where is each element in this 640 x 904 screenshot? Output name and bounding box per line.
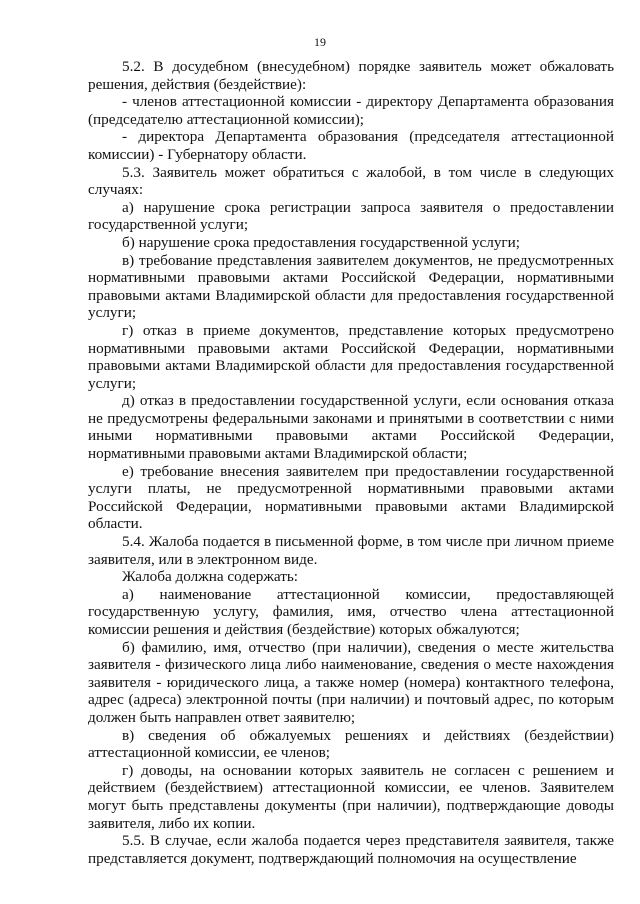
paragraph-5-5: 5.5. В случае, если жалоба подается через представителя заявителя, также представляется документ, подтверждающий полномочия на осуществление	[88, 832, 614, 867]
paragraph-5-3-a: а) нарушение срока регистрации запроса заявителя о предоставлении государственной услуги;	[88, 198, 614, 234]
paragraph-5-2-item-1: - членов аттестационной комиссии - директору Департамента образования (председателю аттестационной комиссии);	[88, 93, 614, 128]
paragraph-5-3-v: в) требование представления заявителем документов, не предусмотренных нормативными правовыми актами Российской Федерации, нормативными правовыми актами Владимирской области для предоставления государственной услуги;	[88, 251, 614, 322]
paragraph-5-4-g: г) доводы, на основании которых заявитель не согласен с решением и действием (бездействием) аттестационной комиссии, ее членов. Заявителем могут быть представлены документы (при наличии), подтверждающие доводы заявителя, либо их копии.	[88, 761, 614, 832]
paragraph-5-3-g: г) отказ в приеме документов, представление которых предусмотрено нормативными правовыми актами Российской Федерации, нормативными правовыми актами Владимирской области для предоставления государственной услуги;	[88, 321, 614, 392]
paragraph-5-3-e: е) требование внесения заявителем при предоставлении государственной услуги платы, не предусмотренной нормативными правовыми актами Российской Федерации, нормативными правовыми актами Владимирской области.	[88, 462, 614, 533]
paragraph-5-2: 5.2. В досудебном (внесудебном) порядке заявитель может обжаловать решения, действия (бездействие):	[88, 58, 614, 93]
page-number: 19	[314, 35, 326, 49]
document-body	[88, 58, 614, 867]
paragraph-5-4-b: б) фамилию, имя, отчество (при наличии), сведения о месте жительства заявителя - физического лица либо наименование, сведения о месте нахождения заявителя - юридического лица, а также номер (номера) контактного телефона, адрес (адреса) электронной почты (при наличии) и почтовый адрес, по которым должен быть направлен ответ заявителю;	[88, 638, 614, 726]
paragraph-5-3-b: б) нарушение срока предоставления государственной услуги;	[122, 233, 520, 251]
paragraph-5-4: 5.4. Жалоба подается в письменной форме, в том числе при личном приеме заявителя, или в электронном виде.	[88, 533, 614, 568]
paragraph-5-4-v: в) сведения об обжалуемых решениях и действиях (бездействии) аттестационной комиссии, ее членов;	[88, 726, 614, 762]
paragraph-5-4-a: а) наименование аттестационной комиссии, предоставляющей государственную услугу, фамилия, имя, отчество члена аттестационной комиссии решения и действия (бездействие) которых обжалуются;	[88, 585, 614, 638]
paragraph-5-3: 5.3. Заявитель может обратиться с жалобой, в том числе в следующих случаях:	[88, 163, 614, 199]
paragraph-5-4-intro: Жалоба должна содержать:	[122, 568, 298, 586]
paragraph-5-3-d: д) отказ в предоставлении государственной услуги, если основания отказа не предусмотрены федеральными законами и принятыми в соответствии с ними иными нормативными правовыми актами Российской Федерации, нормативными правовыми актами Владимирской области;	[88, 392, 614, 463]
paragraph-5-2-item-2: - директора Департамента образования (председателя аттестационной комиссии) - Губернатору области.	[88, 128, 614, 163]
